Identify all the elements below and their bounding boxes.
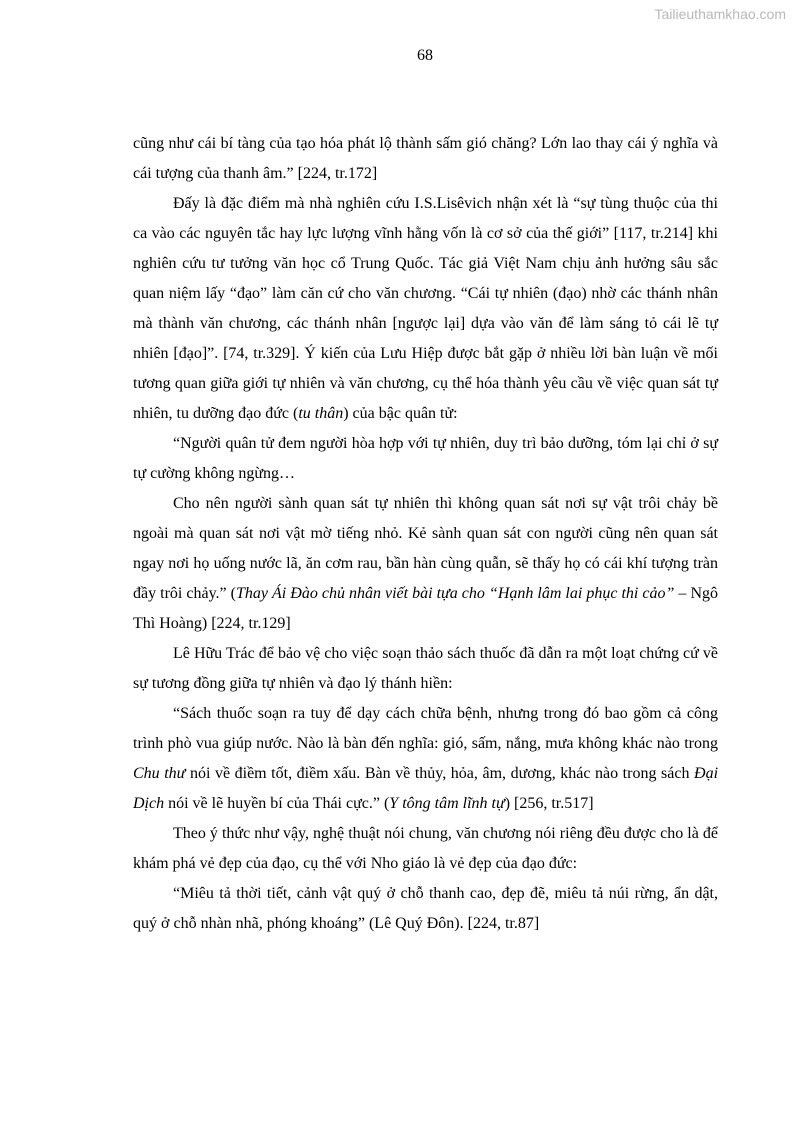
quotation-text: “Miêu tả thời tiết, cảnh vật quý ở chỗ thanh cao, đẹp đẽ, miêu tả núi rừng, ẩn dật, quý ở chỗ nhàn nhã, phóng khoáng” (Lê Quý Đôn). [224, tr.87] [133,885,718,932]
quotation-text: nói về lẽ huyền bí của Thái cực.” ( [164,795,390,812]
italic-title: Y tông tâm lĩnh tự [389,795,505,812]
italic-title: Thay Ái Đào chủ nhân viết bài tựa cho “Hạnh lâm lai phục thi cảo” [236,585,675,602]
quotation-text: Cho nên người sành quan sát tự nhiên thì không quan sát nơi sự vật trôi chảy bề ngoài mà quan sát nơi vật mờ tiếng nhỏ. Kẻ sành quan sát con người cũng nên quan sát ngay nơi họ uống nước lã, ăn cơm rau, bần hàn cùng quẫn, sẽ thấy họ có cái khí tượng tràn đầy trôi chảy.” ( [133,495,718,602]
page-number: 68 [417,47,433,64]
quotation [133,699,718,819]
paragraph-text: Đấy là đặc điểm mà nhà nghiên cứu I.S.Lisêvich nhận xét là “sự tùng thuộc của thi ca vào các nguyên tắc hay lực lượng vĩnh hằng vốn là cơ sở của thế giới” [117, tr.214] khi nghiên cứu tư tưởng văn học cổ Trung Quốc. Tác giả Việt Nam chịu ảnh hưởng sâu sắc quan niệm lấy “đạo” làm căn cứ cho văn chương. “Cái tự nhiên (đạo) nhờ các thánh nhân mà thành văn chương, các thánh nhân [ngược lại] dựa vào văn để làm sáng tỏ cái lẽ tự nhiên [đạo]”. [74, tr.329]. Ý kiến của Lưu Hiệp được bắt gặp ở nhiều lời bàn luận về mối tương quan giữa giới tự nhiên và văn chương, cụ thể hóa thành yêu cầu về việc quan sát tự nhiên, tu dưỡng đạo đức ( [133,195,718,422]
paragraph-text: Theo ý thức như vậy, nghệ thuật nói chung, văn chương nói riêng đều được cho là để khám phá vẻ đẹp của đạo, cụ thể với Nho giáo là vẻ đẹp của đạo đức: [133,825,718,872]
quotation [133,879,718,939]
paragraph-text: Lê Hữu Trác để bảo vệ cho việc soạn thảo sách thuốc đã dẫn ra một loạt chứng cứ về sự tương đồng giữa tự nhiên và đạo lý thánh hiền: [133,645,718,692]
italic-title: Chu thư [133,765,186,782]
paragraph [133,819,718,879]
quotation-text: “Người quân tử đem người hòa hợp với tự nhiên, duy trì bảo dưỡng, tóm lại chỉ ở sự tự cường không ngừng… [133,435,718,482]
paragraph [133,129,718,189]
quotation [133,489,718,639]
paragraph-text: cũng như cái bí tàng của tạo hóa phát lộ thành sấm gió chăng? Lớn lao thay cái ý nghĩa và cái tượng của thanh âm.” [224, tr.172] [133,135,718,182]
document-body [133,129,718,939]
watermark: Tailieuthamkhao.com [654,6,786,22]
paragraph [133,189,718,429]
quotation [133,429,718,489]
quotation-text: nói về điềm tốt, điềm xấu. Bàn về thủy, hỏa, âm, dương, khác nào trong sách [185,765,695,782]
paragraph-text: ) của bậc quân tử: [343,405,458,422]
italic-title: Đại Dịch [133,765,719,812]
citation-text: ) [256, tr.517] [504,795,594,812]
paragraph [133,639,718,699]
quotation-text: “Sách thuốc soạn ra tuy để dạy cách chữa bệnh, nhưng trong đó bao gồm cả công trình phò vua giúp nước. Nào là bàn đến nghĩa: gió, sấm, nắng, mưa không khác nào trong [133,705,718,752]
italic-term: tu thân [298,405,344,422]
citation-text: – Ngô Thì Hoàng) [224, tr.129] [133,585,718,632]
